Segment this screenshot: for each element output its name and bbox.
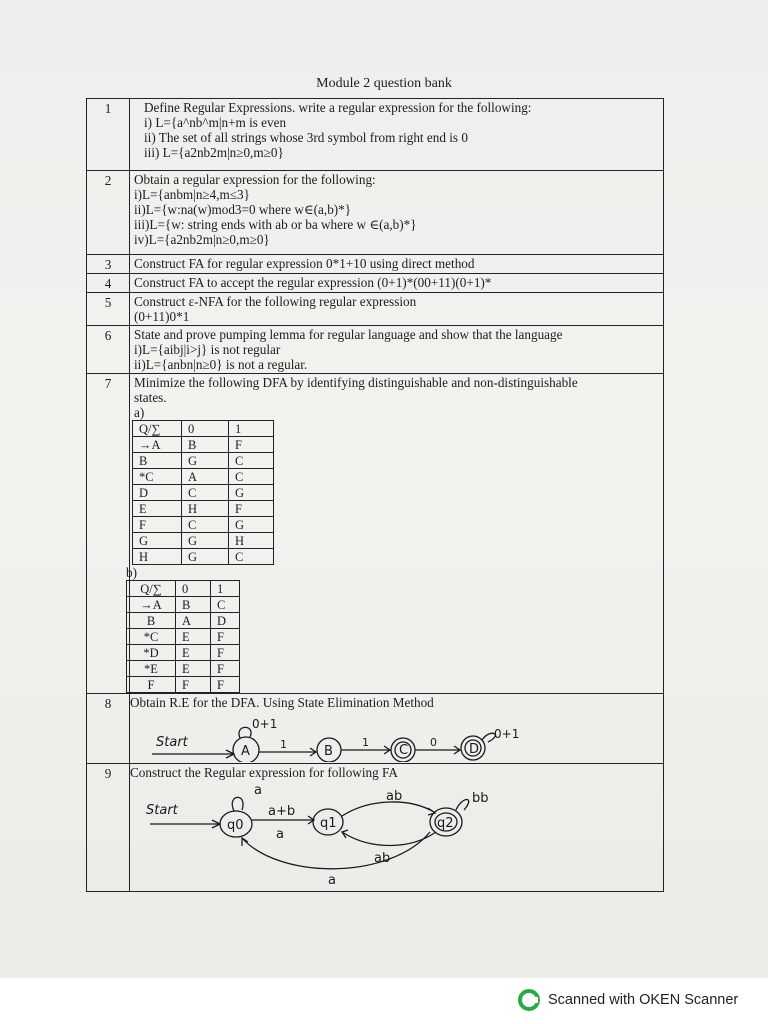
transition-table-cell: *C	[133, 469, 182, 485]
edge-label: 0+1	[252, 717, 278, 731]
transition-table-row	[133, 533, 274, 549]
transition-table-cell: B	[127, 613, 176, 629]
transition-table-cell: B	[182, 437, 229, 453]
transition-table-cell: G	[229, 485, 274, 501]
transition-table-cell: →A	[127, 597, 176, 613]
question-body	[126, 374, 664, 694]
question-number: 8	[87, 694, 130, 764]
question-line: iii) L={a2nb2m|n≥0,m≥0}	[144, 145, 284, 160]
question-body	[130, 255, 664, 274]
edge-label: ab	[374, 851, 391, 866]
transition-table-row	[127, 661, 240, 677]
transition-table-row	[133, 453, 274, 469]
transition-table-row	[133, 437, 274, 453]
transition-table-cell: E	[176, 645, 211, 661]
question-row-7	[87, 374, 664, 694]
transition-table-cell: C	[182, 517, 229, 533]
question-line: Construct FA for regular expression 0*1+10 using direct method	[134, 256, 475, 271]
transition-table-row	[133, 549, 274, 565]
question-number: 5	[87, 293, 130, 326]
question-line: ii)L={anbn|n≥0} is not a regular.	[134, 357, 308, 372]
question-number: 9	[87, 764, 130, 892]
dfa-diagram-q8	[130, 710, 570, 762]
edge-label: 0+1	[494, 727, 520, 741]
transition-table-cell: 0	[176, 581, 211, 597]
transition-table-cell: D	[211, 613, 240, 629]
transition-table-cell: C	[229, 469, 274, 485]
transition-table-cell: D	[133, 485, 182, 501]
transition-table-row	[133, 469, 274, 485]
transition-table-cell: G	[182, 453, 229, 469]
question-row-8	[87, 694, 664, 764]
transition-table-a	[132, 420, 274, 565]
state-label: q0	[227, 818, 244, 833]
transition-table-row	[133, 485, 274, 501]
edge-label: ab	[386, 789, 403, 804]
transition-table-cell: B	[133, 453, 182, 469]
question-line: Construct FA to accept the regular expression (0+1)*(00+11)(0+1)*	[134, 275, 492, 290]
transition-table-cell: A	[176, 613, 211, 629]
edge-label: a	[328, 873, 336, 888]
question-line: Construct ε-NFA for the following regular expression	[134, 294, 417, 309]
transition-table-cell: F	[211, 677, 240, 693]
question-number: 7	[87, 374, 130, 694]
scanner-watermark	[518, 989, 738, 1011]
edge-label: a+b	[268, 804, 296, 819]
question-line: i)L={anbm|n≥4,m≤3}	[134, 187, 250, 202]
transition-table-header	[133, 421, 274, 437]
question-body	[130, 293, 664, 326]
question-number: 6	[87, 326, 130, 374]
question-line-text: ii) The set of all strings whose 3rd symbol from right end is 0	[144, 130, 468, 145]
question-line: iii)L={w: string ends with ab or ba where w ∈(a,b)*}	[134, 217, 417, 232]
question-row-3	[87, 255, 664, 274]
fa-diagram-q9	[130, 780, 570, 888]
question-number: 1	[87, 99, 130, 171]
state-label: q2	[437, 816, 454, 831]
state-label: B	[324, 744, 333, 759]
question-line: Obtain a regular expression for the following:	[134, 172, 376, 187]
state-label: C	[399, 743, 409, 758]
question-line: Obtain R.E for the DFA. Using State Elimination Method	[130, 695, 434, 710]
question-line: states.	[134, 390, 167, 405]
subpart-label-b: b)	[126, 565, 137, 580]
transition-table-cell: E	[133, 501, 182, 517]
question-line	[144, 130, 659, 145]
question-row-2	[87, 171, 664, 255]
transition-table-cell: F	[229, 437, 274, 453]
transition-table-row	[127, 597, 240, 613]
question-body	[130, 694, 664, 764]
question-body	[130, 764, 664, 892]
transition-table-row	[133, 517, 274, 533]
transition-table-row	[127, 677, 240, 693]
question-body	[130, 171, 664, 255]
question-line: ii)L={w:na(w)mod3=0 where w∈(a,b)*}	[134, 202, 352, 217]
edge-label: 1	[362, 736, 369, 749]
question-line: Define Regular Expressions. write a regular expression for the following:	[144, 100, 532, 115]
transition-table-cell: F	[229, 501, 274, 517]
question-line: Minimize the following DFA by identifying distinguishable and non-distinguishable	[134, 375, 578, 390]
transition-table-cell: F	[133, 517, 182, 533]
question-number: 2	[87, 171, 130, 255]
transition-table-cell: *C	[127, 629, 176, 645]
transition-table-row	[127, 629, 240, 645]
transition-table-row	[127, 645, 240, 661]
transition-table-cell: G	[182, 533, 229, 549]
transition-table-cell: 0	[182, 421, 229, 437]
edge-label: a	[254, 783, 262, 798]
logo-notch	[532, 997, 538, 1003]
question-row-6	[87, 326, 664, 374]
state-label: A	[241, 744, 250, 759]
question-body	[130, 274, 664, 293]
question-number: 4	[87, 274, 130, 293]
question-body	[130, 99, 664, 171]
question-row-9	[87, 764, 664, 892]
transition-table-cell: G	[133, 533, 182, 549]
transition-table-cell: Q/∑	[133, 421, 182, 437]
question-table	[86, 98, 664, 892]
state-label: D	[469, 742, 480, 757]
transition-table-cell: E	[176, 661, 211, 677]
question-row-5	[87, 293, 664, 326]
question-line: i) L={a^nb^m|n+m is even	[144, 115, 287, 130]
transition-table-row	[127, 613, 240, 629]
transition-table-cell: F	[127, 677, 176, 693]
transition-table-cell: F	[176, 677, 211, 693]
edge-label: a	[276, 827, 284, 842]
transition-table-cell: Q/∑	[127, 581, 176, 597]
transition-table-cell: H	[133, 549, 182, 565]
question-row-4	[87, 274, 664, 293]
edge-label: 1	[280, 738, 287, 751]
transition-table-cell: 1	[229, 421, 274, 437]
transition-table-cell: C	[229, 453, 274, 469]
transition-table-cell: 1	[211, 581, 240, 597]
edge-label: bb	[472, 791, 489, 806]
scanner-logo-icon	[518, 989, 540, 1011]
transition-table-row	[133, 501, 274, 517]
subpart-label-a: a)	[134, 405, 145, 420]
transition-table-cell: F	[211, 629, 240, 645]
transition-table-cell: C	[211, 597, 240, 613]
transition-table-cell: C	[182, 485, 229, 501]
transition-table-cell: A	[182, 469, 229, 485]
transition-table-cell: F	[211, 661, 240, 677]
transition-table-cell: *E	[127, 661, 176, 677]
transition-table-cell: →A	[133, 437, 182, 453]
state-label: q1	[320, 816, 337, 831]
question-line: i)L={aibj|i>j} is not regular	[134, 342, 281, 357]
question-body	[130, 326, 664, 374]
question-line: State and prove pumping lemma for regular language and show that the language	[134, 327, 563, 342]
transition-table-cell: F	[211, 645, 240, 661]
transition-table-cell: H	[229, 533, 274, 549]
question-line: iv)L={a2nb2m|n≥0,m≥0}	[134, 232, 270, 247]
start-label: Start	[146, 803, 178, 818]
transition-table-cell: *D	[127, 645, 176, 661]
page-title: Module 2 question bank	[316, 76, 452, 91]
transition-table-cell: G	[229, 517, 274, 533]
transition-table-cell: G	[182, 549, 229, 565]
question-line: Construct the Regular expression for following FA	[130, 765, 398, 780]
transition-table-cell: B	[176, 597, 211, 613]
transition-table-cell: H	[182, 501, 229, 517]
watermark-text: Scanned with OKEN Scanner	[548, 992, 739, 1008]
question-number: 3	[87, 255, 130, 274]
transition-table-header	[127, 581, 240, 597]
transition-table-b	[126, 580, 240, 693]
transition-table-cell: E	[176, 629, 211, 645]
transition-table-cell: C	[229, 549, 274, 565]
question-line: (0+11)0*1	[134, 309, 190, 324]
edge-label: 0	[430, 736, 437, 749]
question-row-1	[87, 99, 664, 171]
start-label: Start	[156, 735, 188, 750]
